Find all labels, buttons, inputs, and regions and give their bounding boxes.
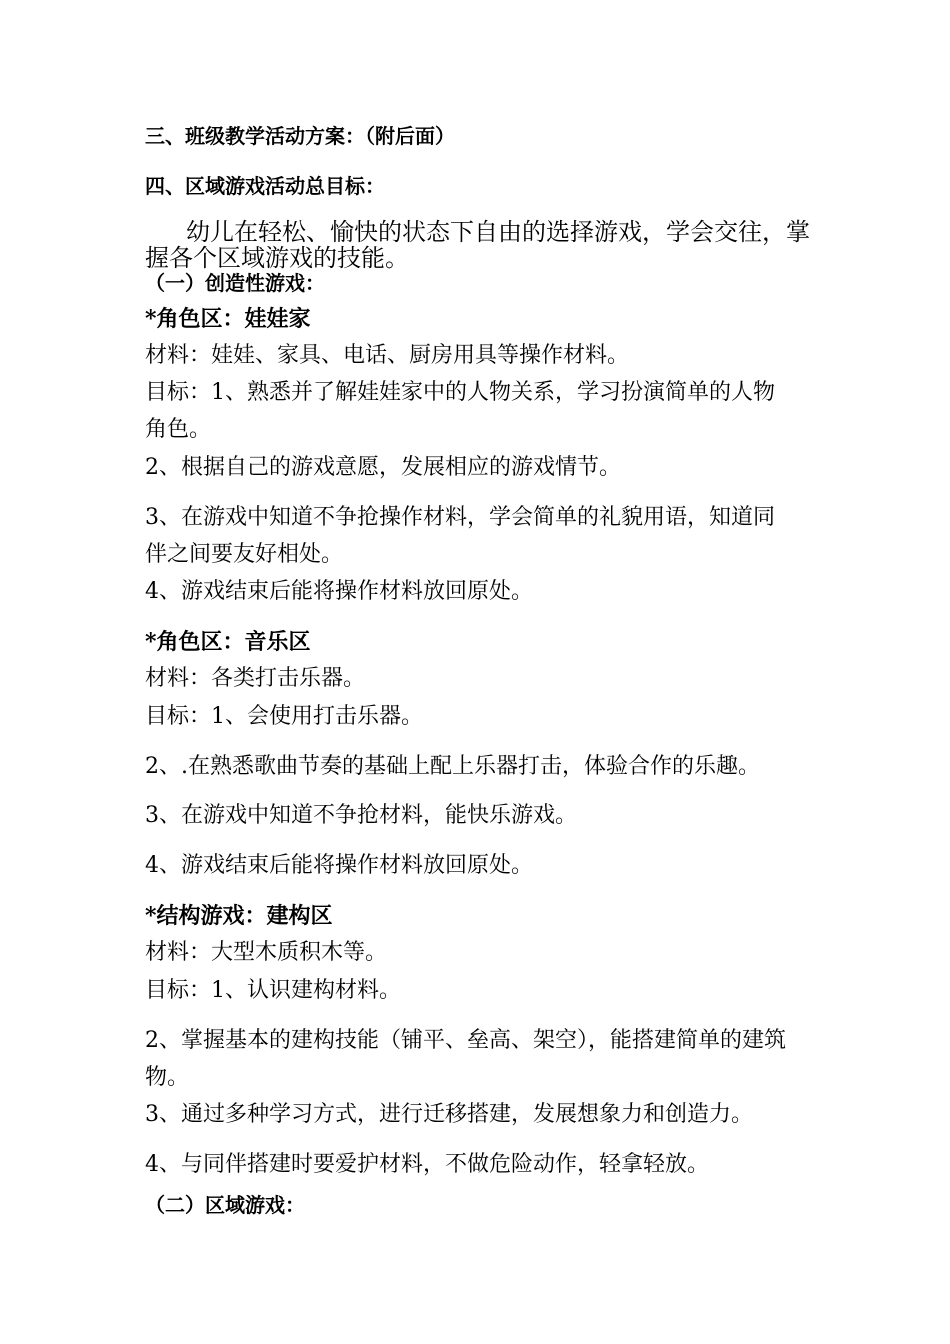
text-line: 2、根据自己的游戏意愿，发展相应的游戏情节。 bbox=[145, 455, 621, 480]
text-line: 材料：大型木质积木等。 bbox=[145, 940, 388, 965]
text-line: 目标：1、认识建构材料。 bbox=[145, 978, 401, 1003]
text-line: 物。 bbox=[145, 1065, 190, 1090]
subsection-heading-2: （二）区域游戏： bbox=[145, 1193, 305, 1217]
text-line: 3、在游戏中知道不争抢操作材料，学会简单的礼貌用语，知道同 bbox=[145, 505, 775, 530]
text-line: 3、在游戏中知道不争抢材料，能快乐游戏。 bbox=[145, 803, 577, 828]
text-line: 4、游戏结束后能将操作材料放回原处。 bbox=[145, 853, 533, 878]
section-heading-3: 三、班级教学活动方案：（附后面） bbox=[145, 124, 455, 148]
text-line: 目标：1、会使用打击乐器。 bbox=[145, 704, 423, 729]
text-line: 4、游戏结束后能将操作材料放回原处。 bbox=[145, 579, 533, 604]
area-heading: *角色区：娃娃家 bbox=[145, 306, 311, 332]
text-line: 伴之间要友好相处。 bbox=[145, 542, 344, 567]
text-line: 2、掌握基本的建构技能（铺平、垒高、架空），能搭建简单的建筑 bbox=[145, 1028, 786, 1053]
text-line: 2、.在熟悉歌曲节奏的基础上配上乐器打击，体验合作的乐趣。 bbox=[145, 754, 760, 779]
area-heading: *结构游戏：建构区 bbox=[145, 903, 333, 929]
text-line: 目标：1、熟悉并了解娃娃家中的人物关系，学习扮演简单的人物 bbox=[145, 380, 775, 405]
text-line: 3、通过多种学习方式，进行迁移搭建，发展想象力和创造力。 bbox=[145, 1102, 753, 1127]
text-line: 4、与同伴搭建时要爱护材料，不做危险动作，轻拿轻放。 bbox=[145, 1152, 709, 1177]
subsection-heading-1: （一）创造性游戏： bbox=[145, 271, 325, 295]
paragraph-line: 握各个区域游戏的技能。 bbox=[145, 244, 409, 272]
text-line: 材料：各类打击乐器。 bbox=[145, 666, 366, 691]
area-heading: *角色区：音乐区 bbox=[145, 629, 311, 655]
text-line: 角色。 bbox=[145, 417, 212, 442]
paragraph-line: 幼儿在轻松、愉快的状态下自由的选择游戏，学会交往，掌 bbox=[186, 218, 810, 246]
section-heading-4: 四、区域游戏活动总目标： bbox=[145, 174, 385, 198]
text-line: 材料：娃娃、家具、电话、厨房用具等操作材料。 bbox=[145, 343, 630, 368]
